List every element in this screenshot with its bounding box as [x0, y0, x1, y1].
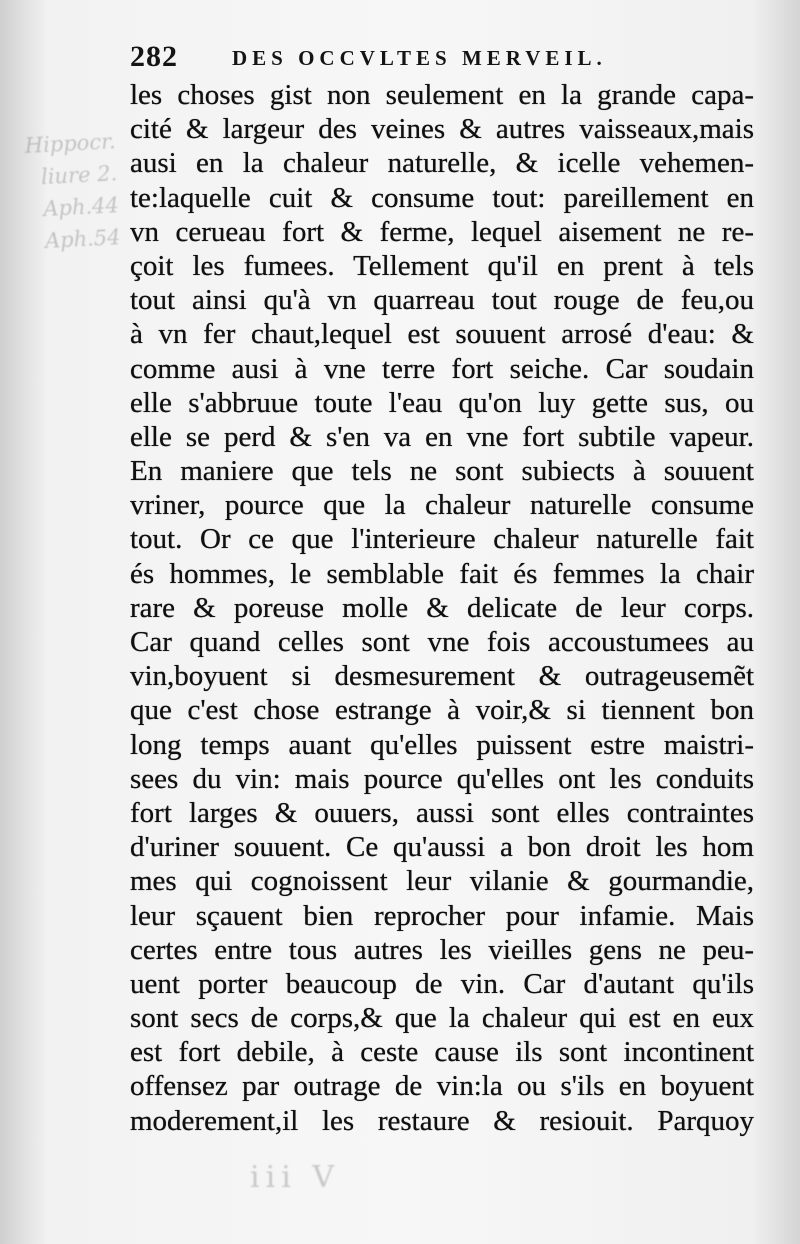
text-line: vn cerueau fort & ferme, lequel aisement ne re- — [130, 215, 754, 248]
body-text — [130, 78, 754, 1138]
text-line: certes entre tous autres les vieilles gens ne peu- — [130, 933, 754, 966]
text-line: d'uriner souuent. Ce qu'aussi a bon droit les hom — [130, 831, 754, 864]
page-header — [130, 40, 750, 74]
text-line: tout. Or ce que l'interieure chaleur naturelle fait — [130, 523, 754, 556]
text-line: à vn fer chaut,lequel est souuent arrosé d'eau: & — [130, 318, 754, 351]
text-line: çoit les fumees. Tellement qu'il en prent à tels — [130, 249, 754, 282]
text-line: elle s'abbruue toute l'eau qu'on luy gette sus, ou — [130, 386, 754, 419]
text-line: sont secs de corps,& que la chaleur qui est en eux — [130, 1002, 754, 1035]
text-line: cité & largeur des veines & autres vaisseaux,mais — [130, 113, 754, 146]
bleed-through-signature: iii V — [250, 1160, 340, 1195]
text-line: En maniere que tels ne sont subiects à souuent — [130, 455, 754, 488]
text-line: Car quand celles sont vne fois accoustumees au — [130, 626, 754, 658]
text-line: fort larges & ouuers, aussi sont elles contraintes — [130, 796, 754, 829]
text-line: mes qui cognoissent leur vilanie & gourmandie, — [130, 865, 754, 898]
text-line: les choses gist non seulement en la grande capa- — [130, 79, 754, 111]
text-line: és hommes, le semblable fait és femmes la chair — [130, 557, 754, 590]
text-line: leur sçauent bien reprocher pour infamie. Mais — [130, 899, 754, 932]
text-line: ausi en la chaleur naturelle, & icelle vehemen- — [130, 147, 754, 180]
text-line: long temps auant qu'elles puissent estre maistri- — [130, 728, 754, 761]
text-line: elle se perd & s'en va en vne fort subtile vapeur. — [130, 420, 754, 453]
text-line: tout ainsi qu'à vn quarreau tout rouge de feu,ou — [130, 284, 754, 317]
text-line: sees du vin: mais pource qu'elles ont les conduits — [130, 762, 754, 795]
text-line: rare & poreuse molle & delicate de leur corps. — [130, 591, 754, 624]
page-number: 282 — [130, 40, 178, 73]
text-line: que c'est chose estrange à voir,& si tiennent bon — [130, 694, 754, 727]
text-line: moderement,il les restaure & resiouit. Parquoy — [130, 1104, 754, 1137]
text-line: te:laquelle cuit & consume tout: pareillement en — [130, 181, 754, 214]
text-line: comme ausi à vne terre fort seiche. Car soudain — [130, 352, 754, 385]
text-line: vin,boyuent si desmesurement & outrageusemẽt — [130, 660, 754, 693]
running-head: DES OCCVLTES MERVEIL. — [232, 46, 607, 70]
text-line: uent porter beaucoup de vin. Car d'autant qu'ils — [130, 967, 754, 1000]
bleed-through-marginalia: Hippocr. liure 2. Aph.44 Aph.54 — [24, 129, 122, 253]
text-line: est fort debile, à ceste cause ils sont incontinent — [130, 1036, 754, 1069]
text-line: vriner, pource que la chaleur naturelle consume — [130, 489, 754, 522]
text-line: offensez par outrage de vin:la ou s'ils en boyuent — [130, 1070, 754, 1103]
